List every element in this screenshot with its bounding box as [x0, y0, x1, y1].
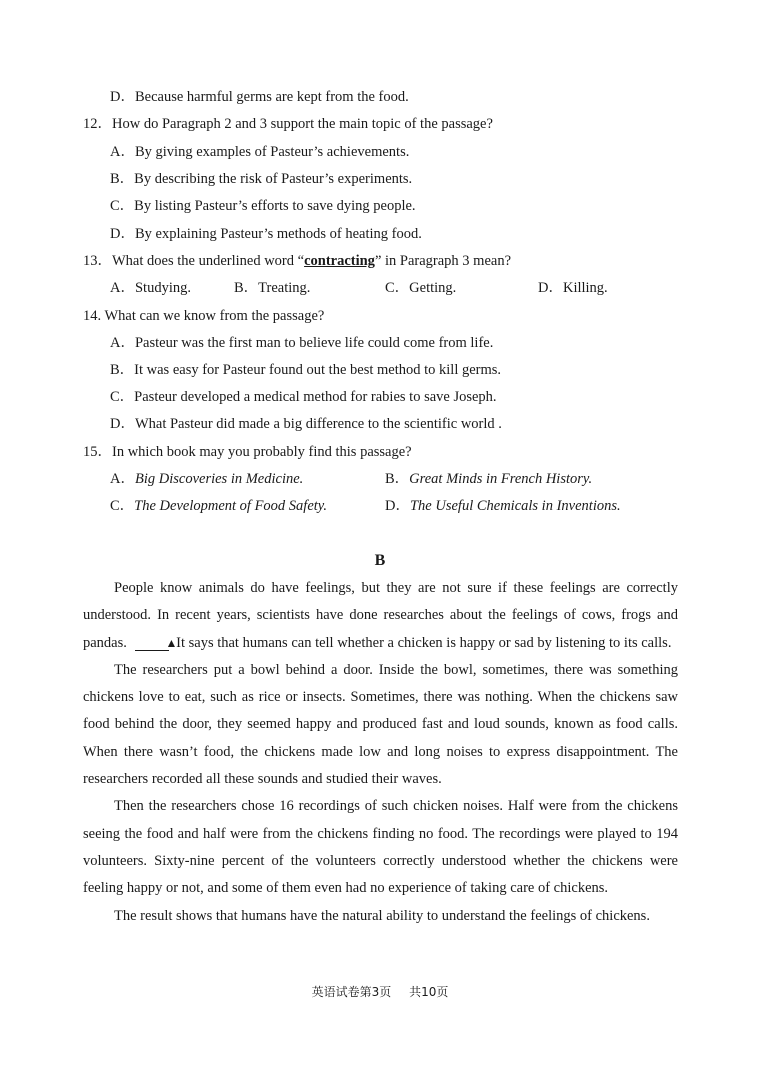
p1-after-blank: It says that humans can tell whether a chicken is happy or sad by listening to its calls. — [176, 634, 672, 651]
q13-stem-after: ” in Paragraph 3 mean? — [374, 253, 512, 269]
passage-paragraph-2: The researchers put a bowl behind a door. Inside the bowl, sometimes, there was something chickens love to eat, such as rice or insects. Sometimes, there was nothing. When the chickens saw food behind the door, they seemed happy and produced fast and loud sounds, known as food calls. When there wasn’t food, the chickens made low and long noises to express disappointment. The researchers recorded all these sounds and studied their waves. — [83, 661, 678, 788]
q12-option-d: D．By explaining Pasteur’s methods of heating food. — [110, 226, 422, 242]
q12-option-b: B．By describing the risk of Pasteur’s experiments. — [110, 171, 413, 187]
q15-stem: 15．In which book may you probably find this passage? — [83, 444, 412, 460]
q15-option-a-label: A． — [110, 471, 135, 487]
q15-option-a-text: Big Discoveries in Medicine. — [134, 471, 304, 487]
q15-option-b-text: Great Minds in French History. — [409, 471, 593, 487]
q14-option-d: D．What Pasteur did made a big difference to the scientific world . — [110, 416, 502, 432]
q11-option-d: D．Because harmful germs are kept from the food. — [110, 89, 409, 105]
q15-option-c — [110, 496, 327, 516]
q15-option-b — [385, 469, 592, 489]
q14-option-b: B．It was easy for Pasteur found out the best method to kill germs. — [110, 362, 502, 378]
q13-option-a: A．Studying. — [110, 280, 191, 296]
passage-paragraph-4: The result shows that humans have the natural ability to understand the feelings of chickens. — [114, 907, 650, 924]
q13-option-d: D．Killing. — [538, 280, 608, 296]
q12-option-a: A．By giving examples of Pasteur’s achievements. — [110, 144, 410, 160]
q13-stem-before: 13．What does the underlined word “ — [83, 253, 305, 269]
q13-option-b: B．Treating. — [234, 280, 311, 296]
q12-option-c: C．By listing Pasteur’s efforts to save dying people. — [110, 198, 416, 214]
q15-option-c-text: The Development of Food Safety. — [134, 498, 328, 514]
footer-total-pages: 共10页 — [409, 985, 449, 999]
q13-stem — [83, 251, 511, 271]
section-b-title: B — [374, 552, 386, 569]
q14-stem: 14. What can we know from the passage? — [83, 308, 325, 324]
q15-option-d — [385, 496, 621, 516]
q15-option-a — [110, 469, 303, 489]
blank-marker: ▲ — [135, 636, 169, 651]
q13-option-c: C．Getting. — [385, 280, 457, 296]
q15-option-b-label: B． — [385, 471, 410, 487]
page-footer — [0, 983, 760, 1000]
q14-option-a: A．Pasteur was the first man to believe life could come from life. — [110, 335, 494, 351]
passage-paragraph-3: Then the researchers chose 16 recordings of such chicken noises. Half were from the chickens seeing the food and half were from the chickens finding no food. The recordings were played to 194 volunteers. Sixty-nine percent of the volunteers correctly understood whether the chickens were feeling happy or not, and some of them even had no experience of taking care of chickens. — [83, 798, 678, 897]
section-b-passage — [83, 575, 678, 930]
q13-underlined-word: contracting — [304, 253, 375, 269]
q15-option-d-text: The Useful Chemicals in Inventions. — [409, 498, 621, 514]
q12-stem: 12．How do Paragraph 2 and 3 support the main topic of the passage? — [83, 116, 493, 132]
q15-option-d-label: D． — [385, 498, 410, 514]
q14-option-c: C．Pasteur developed a medical method for rabies to save Joseph. — [110, 389, 497, 405]
q15-option-c-label: C． — [110, 498, 135, 514]
passage-paragraph-1 — [83, 575, 678, 657]
p1-before-blank: People know animals do have feelings, but they are not sure if these feelings are correctly understood. In recent years, scientists have done researches about the feelings of cows, frogs and pandas. — [83, 580, 678, 651]
footer-page-number: 英语试卷第3页 — [311, 985, 392, 999]
